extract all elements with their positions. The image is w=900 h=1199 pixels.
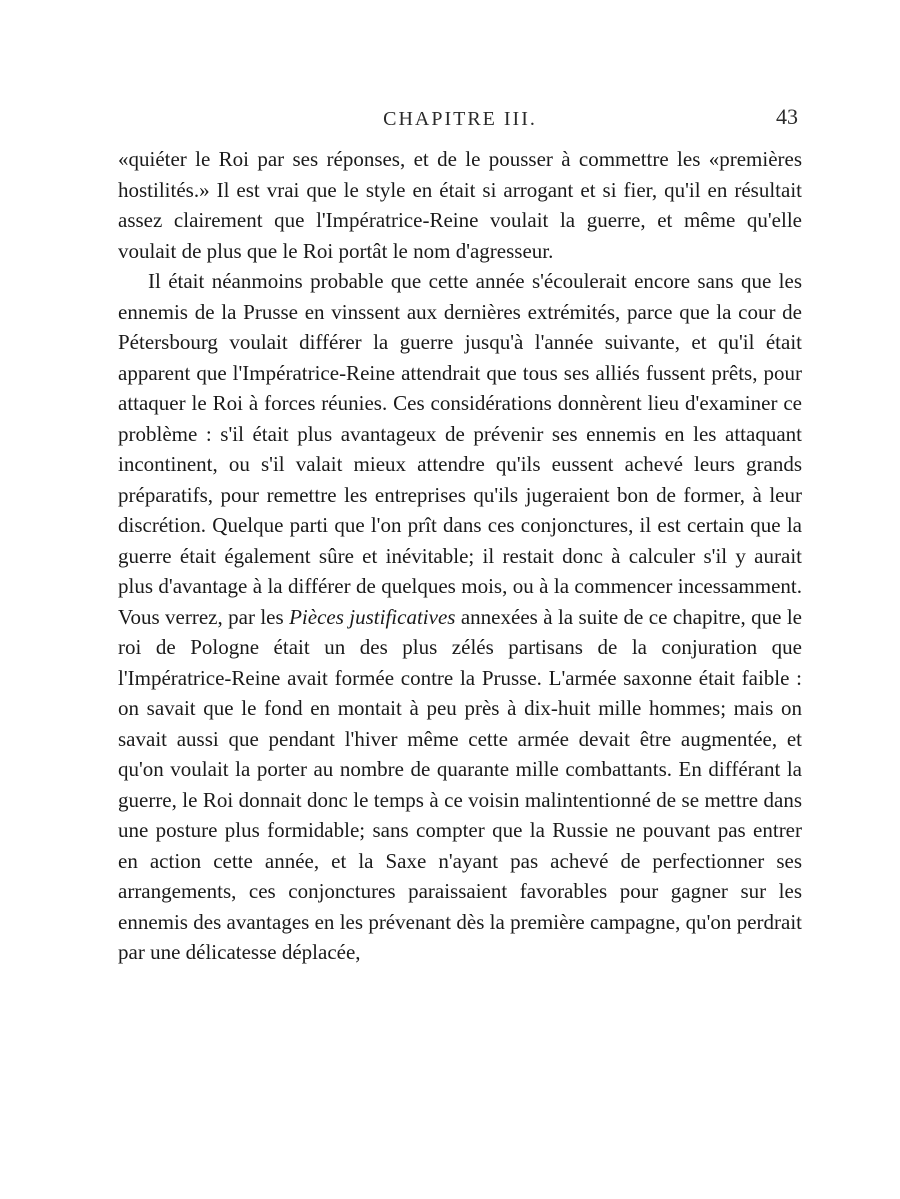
chapter-title: CHAPITRE III. (383, 108, 537, 130)
running-head (118, 100, 802, 144)
paragraph-text-part-1: Il était néanmoins probable que cette année s'écoulerait encore sans que les ennemis de la Prusse en vinssent aux dernières extrémités, parce que la cour de Pétersbourg voulait différer la guerre jusqu'à l'année suivante, et qu'il était apparent que l'Impératrice-Reine attendrait que tous ses alliés fussent prêts, pour attaquer le Roi à forces réunies. Ces considérations donnèrent lieu d'examiner ce problème : s'il était plus avantageux de prévenir ses ennemis en les attaquant incontinent, ou s'il valait mieux attendre qu'ils eussent achevé leurs grands préparatifs, pour remettre les entreprises qu'ils jugeraient bon de former, à leur discrétion. Quelque parti que l'on prît dans ces conjonctures, il est certain que la guerre était également sûre et inévitable; il restait donc à calculer s'il y aurait plus d'avantage à la différer de quelques mois, ou à la commencer incessamment. Vous verrez, par les (118, 269, 802, 629)
book-page (118, 100, 802, 968)
paragraph-continuation: «quiéter le Roi par ses réponses, et de le pousser à commettre les «premières hostilités.» Il est vrai que le style en était si arrogant et si fier, qu'il en résultait assez clairement que l'Impératrice-Reine voulait la guerre, et même qu'elle voulait de plus que le Roi portât le nom d'agresseur. (118, 147, 802, 263)
italic-title-pieces-justificatives: Pièces justificatives (289, 604, 456, 629)
paragraph-text-part-2: annexées à la suite de ce chapitre, que le roi de Pologne était un des plus zélés partisans de la conjuration que l'Impératrice-Reine avait formée contre la Prusse. L'armée saxonne était faible : on savait que le fond en montait à peu près à dix-huit mille hommes; mais on savait aussi que pendant l'hiver même cette armée devait être augmentée, et qu'on voulait la porter au nombre de quarante mille combattants. En différant la guerre, le Roi donnait donc le temps à ce voisin malintentionné de se mettre dans une posture plus formidable; sans compter que la Russie ne pouvant pas entrer en action cette année, et la Saxe n'ayant pas achevé de perfectionner ses arrangements, ces conjonctures paraissaient favorables pour gagner sur les ennemis des avantages en les prévenant dès la première campagne, qu'on perdrait par une délicatesse déplacée, (118, 604, 802, 964)
body-text (118, 144, 802, 968)
paragraph-main (118, 266, 802, 968)
page-number: 43 (776, 104, 798, 129)
